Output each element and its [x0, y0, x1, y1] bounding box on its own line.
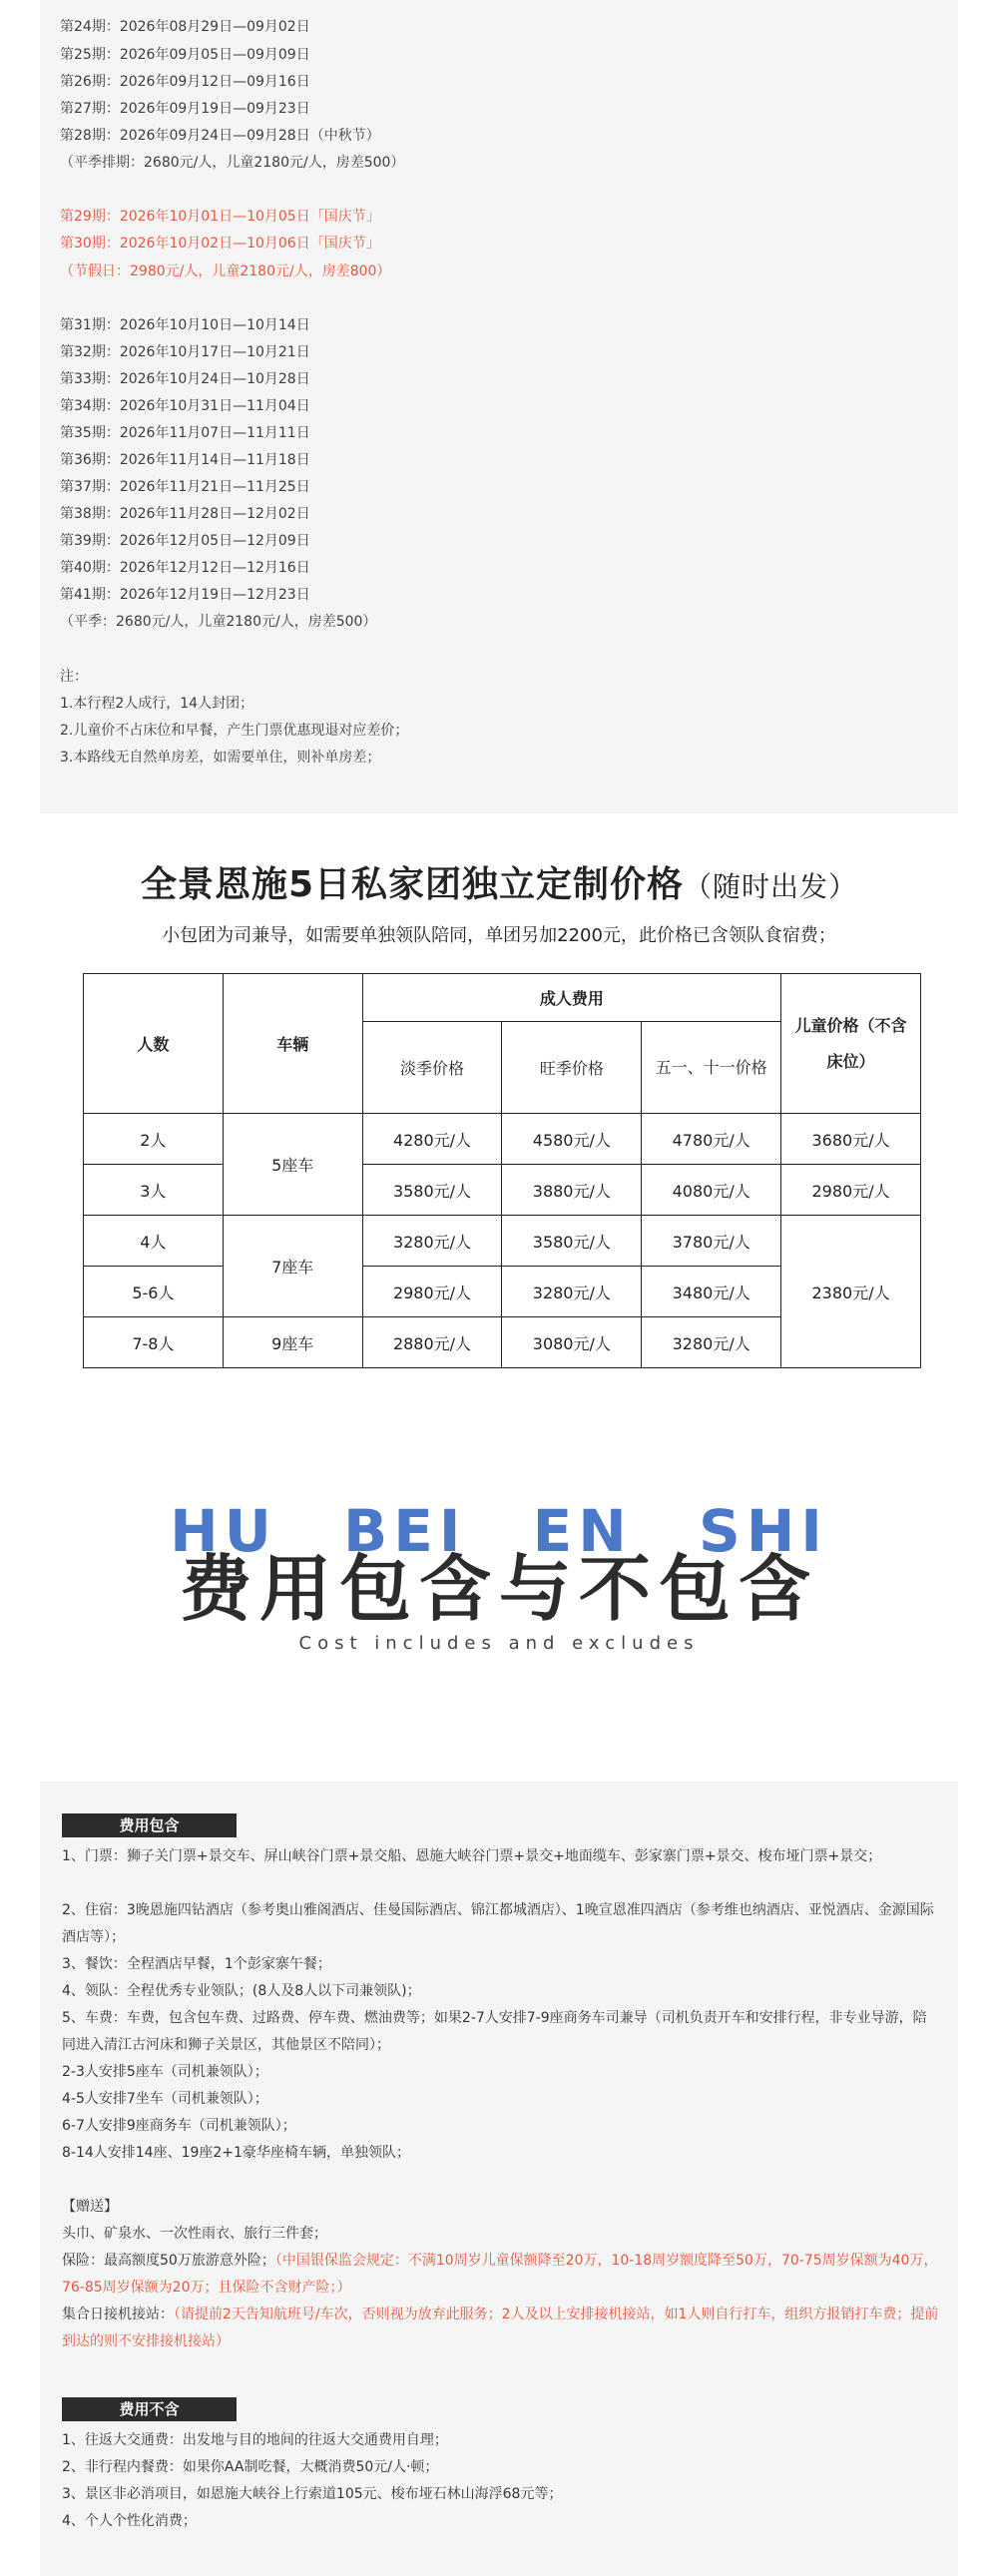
schedule-line: 第40期：2026年12月12日—12月16日 [60, 560, 310, 576]
cell-child: 2980元/人 [781, 1165, 921, 1216]
cell-low: 2980元/人 [362, 1267, 502, 1317]
exclude-item: 3、景区非必消项目，如恩施大峡谷上行索道105元、梭布垭石林山海浮68元等； [62, 2486, 563, 2502]
header-adult: 成人费用 [362, 974, 781, 1022]
cell-people: 3人 [84, 1165, 224, 1216]
schedule-line-holiday: 第30期：2026年10月02日—10月06日「国庆节」 [60, 236, 380, 252]
pickup-line [62, 2302, 940, 2355]
include-tag: 费用包含 [62, 1813, 237, 1837]
include-item: 1、门票：狮子关门票+景交车、屏山峡谷门票+景交船、恩施大峡谷门票+景交+地面缆车、彭家寨门票+景交、梭布垭门票+景交； [62, 1848, 882, 1864]
schedule-line: 第36期：2026年11月14日—11月18日 [60, 452, 310, 468]
cell-people: 4人 [84, 1216, 224, 1267]
include-item: 5、车费：车费，包含包车费、过路费、停车费、燃油费等；如果2-7人安排7-9座商务车司兼导（司机负责开车和安排行程，非专业导游，陪同进入清江古河床和狮子关景区，其他景区不陪同）； [62, 2010, 927, 2053]
schedule-line: 第38期：2026年11月28日—12月02日 [60, 506, 310, 522]
pricing-title-suffix: （随时出发） [684, 870, 858, 903]
header-low-season: 淡季价格 [362, 1022, 502, 1114]
schedule-line: 第34期：2026年10月31日—11月04日 [60, 398, 310, 414]
cell-vehicle: 5座车 [223, 1114, 362, 1216]
include-item: 2-3人安排5座车（司机兼领队）； [62, 2064, 268, 2080]
cell-peak: 3280元/人 [502, 1267, 642, 1317]
banner-bg-text: HU BEI EN SHI [170, 1497, 828, 1565]
cell-low: 4280元/人 [362, 1114, 502, 1165]
schedule-line: 第35期：2026年11月07日—11月11日 [60, 425, 310, 441]
insurance-label: 保险：最高额度50万旅游意外险； [62, 2253, 275, 2269]
section-banner [0, 1487, 998, 1687]
note-item: 2.儿童价不占床位和早餐，产生门票优惠现退对应差价； [60, 723, 409, 739]
schedule-line-holiday: 第29期：2026年10月01日—10月05日「国庆节」 [60, 209, 380, 225]
exclude-tag: 费用不含 [62, 2397, 237, 2421]
cell-low: 3280元/人 [362, 1216, 502, 1267]
cell-low: 3580元/人 [362, 1165, 502, 1216]
pickup-label: 集合日接机接站： [62, 2307, 174, 2322]
schedule-line: 第37期：2026年11月21日—11月25日 [60, 479, 310, 495]
insurance-note: （中国银保监会规定：不满10周岁儿童保额降至20万，10-18周岁额度降至50万，70-75周岁保额为40万，76-85周岁保额为20万；且保险不含财产险；） [62, 2253, 938, 2296]
cell-peak: 3580元/人 [502, 1216, 642, 1267]
schedule-price-note-holiday: （节假日：2980元/人，儿童2180元/人，房差800） [60, 263, 391, 279]
note-item: 3.本路线无自然单房差，如需要单住，则补单房差； [60, 750, 381, 766]
header-vehicle: 车辆 [223, 974, 362, 1114]
cell-child: 2380元/人 [781, 1216, 921, 1368]
schedule-line: 第32期：2026年10月17日—10月21日 [60, 344, 310, 360]
cell-people: 2人 [84, 1114, 224, 1165]
pricing-title-main: 全景恩施5日私家团独立定制价格 [140, 864, 685, 905]
schedule-line: 第27期：2026年09月19日—09月23日 [60, 101, 310, 117]
cell-vehicle: 9座车 [223, 1317, 362, 1368]
price-table [83, 973, 921, 1368]
banner-subtitle: Cost includes and excludes [298, 1633, 700, 1654]
include-item: 4、领队：全程优秀专业领队；(8人及8人以下司兼领队)； [62, 1983, 421, 1999]
schedule-line: 第25期：2026年09月05日—09月09日 [60, 47, 310, 63]
schedule-line: 第31期：2026年10月10日—10月14日 [60, 317, 310, 333]
exclude-item: 4、个人个性化消费； [62, 2513, 197, 2529]
schedule-price-note: （平季排期：2680元/人，儿童2180元/人，房差500） [60, 155, 405, 171]
include-item: 2、住宿：3晚恩施四钻酒店（参考奥山雅阁酒店、佳曼国际酒店、锦江都城酒店）、1晚宣恩准四酒店（参考维也纳酒店、亚悦酒店、金源国际酒店等）； [62, 1902, 934, 1945]
fees-panel [40, 1782, 958, 2576]
pricing-subtitle: 小包团为司兼导，如需要单独领队陪同，单团另加2200元，此价格已含领队食宿费； [162, 925, 836, 946]
include-item: 3、餐饮：全程酒店早餐，1个彭家寨午餐； [62, 1956, 331, 1972]
schedule-line: 第28期：2026年09月24日—09月28日（中秋节） [60, 128, 380, 144]
cell-child: 3680元/人 [781, 1114, 921, 1165]
schedule-price-note: （平季：2680元/人，儿童2180元/人，房差500） [60, 614, 377, 630]
insurance-line [62, 2248, 940, 2302]
cell-people: 7-8人 [84, 1317, 224, 1368]
cell-people: 5-6人 [84, 1267, 224, 1317]
gift-title: 【赠送】 [62, 2199, 118, 2215]
gift-items: 头巾、矿泉水、一次性雨衣、旅行三件套； [62, 2226, 327, 2242]
cell-holiday: 3780元/人 [642, 1216, 781, 1267]
cell-holiday: 3480元/人 [642, 1267, 781, 1317]
banner-title: 费用包含与不包含 [179, 1547, 818, 1631]
schedule-line: 第33期：2026年10月24日—10月28日 [60, 371, 310, 387]
cell-vehicle: 7座车 [223, 1216, 362, 1317]
cell-holiday: 4780元/人 [642, 1114, 781, 1165]
note-item: 1.本行程2人成行，14人封团； [60, 696, 254, 712]
schedule-line: 第26期：2026年09月12日—09月16日 [60, 74, 310, 90]
include-item: 8-14人安排14座、19座2+1豪华座椅车辆，单独领队； [62, 2145, 410, 2161]
include-item: 4-5人安排7坐车（司机兼领队）； [62, 2091, 268, 2107]
cell-holiday: 3280元/人 [642, 1317, 781, 1368]
schedule-panel [40, 0, 958, 813]
header-people: 人数 [84, 974, 224, 1114]
header-child: 儿童价格（不含床位） [781, 974, 921, 1114]
cell-peak: 4580元/人 [502, 1114, 642, 1165]
cell-peak: 3080元/人 [502, 1317, 642, 1368]
schedule-line: 第41期：2026年12月19日—12月23日 [60, 587, 310, 603]
schedule-line: 第24期：2026年08月29日—09月02日 [60, 19, 310, 35]
header-holiday: 五一、十一价格 [642, 1022, 781, 1114]
schedule-line: 第39期：2026年12月05日—12月09日 [60, 533, 310, 549]
pickup-note: （请提前2天告知航班号/车次，否则视为放弃此服务；2人及以上安排接机接站，如1人则自行打车，组织方报销打车费；提前到达的则不安排接机接站） [62, 2307, 939, 2349]
cell-holiday: 4080元/人 [642, 1165, 781, 1216]
exclude-item: 2、非行程内餐费：如果你AA制吃餐，大概消费50元/人·顿； [62, 2459, 439, 2475]
header-peak-season: 旺季价格 [502, 1022, 642, 1114]
notes-title: 注： [60, 669, 88, 685]
pricing-title [0, 856, 998, 907]
cell-peak: 3880元/人 [502, 1165, 642, 1216]
cell-low: 2880元/人 [362, 1317, 502, 1368]
include-item: 6-7人安排9座商务车（司机兼领队）； [62, 2118, 296, 2134]
exclude-item: 1、往返大交通费：出发地与目的地间的往返大交通费用自理； [62, 2432, 448, 2448]
